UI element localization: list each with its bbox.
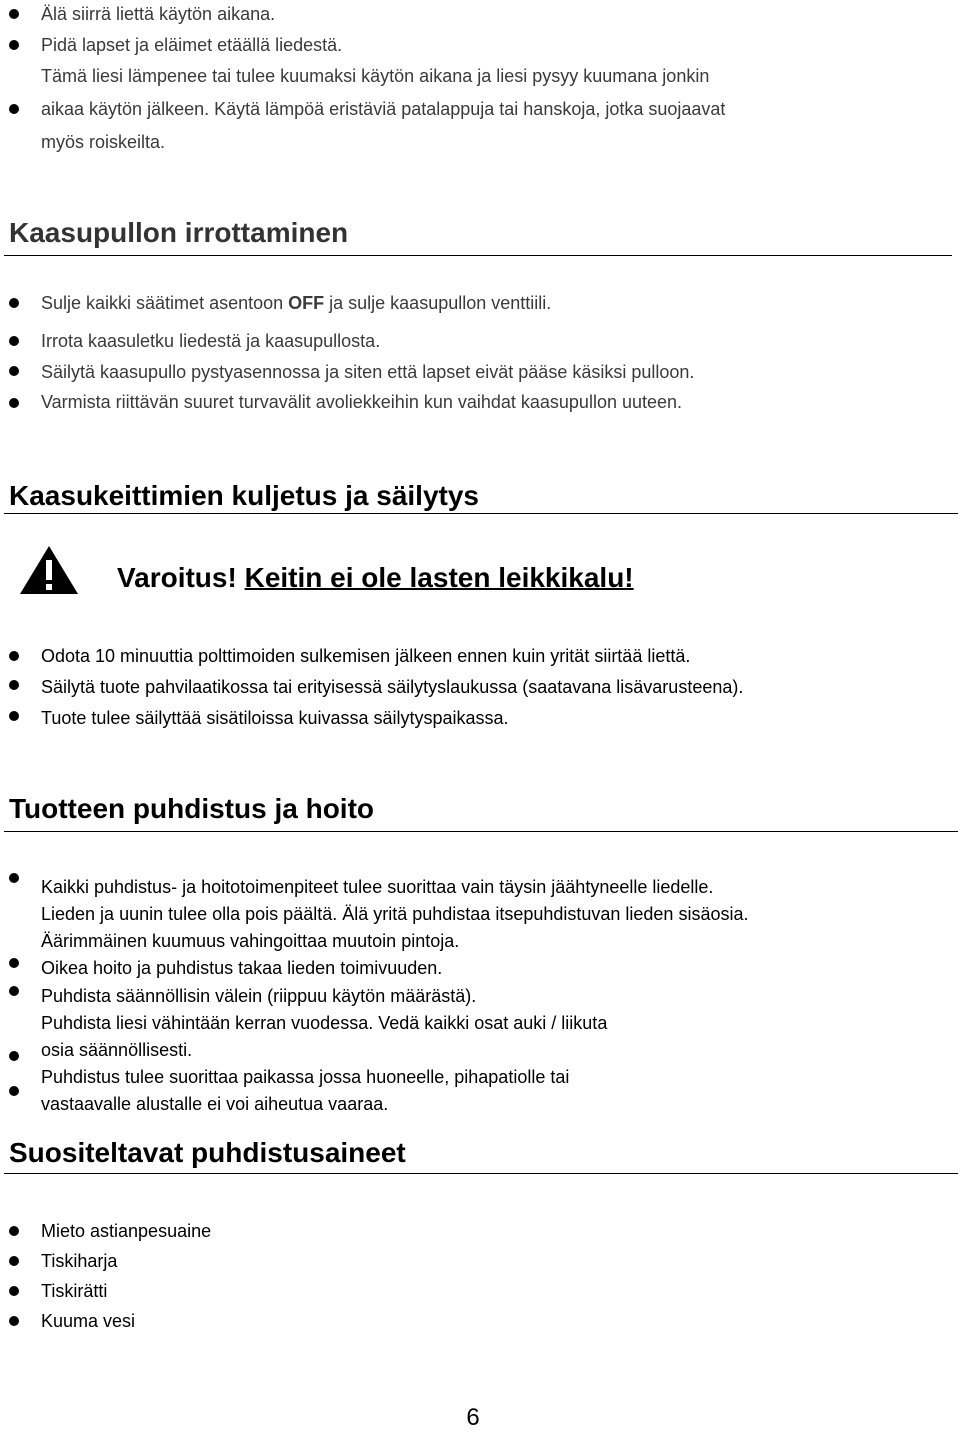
warning-label: Varoitus! bbox=[117, 562, 237, 593]
list-item: myös roiskeilta. bbox=[41, 132, 166, 152]
warning-message bbox=[117, 561, 634, 595]
list-item: Puhdista liesi vähintään kerran vuodessa. Vedä kaikki osat auki / liikuta bbox=[41, 1013, 608, 1033]
bullet-icon bbox=[9, 366, 19, 376]
bullet-icon bbox=[9, 1226, 19, 1236]
list-item: Kaikki puhdistus- ja hoitotoimenpiteet tulee suorittaa vain täysin jäähtyneelle liedelle. bbox=[41, 877, 714, 897]
list-item: Tiskirätti bbox=[41, 1281, 108, 1301]
list-item: Älä siirrä liettä käytön aikana. bbox=[41, 4, 276, 24]
bullet-icon bbox=[9, 9, 19, 19]
bullet-icon bbox=[9, 1286, 19, 1296]
list-item: Tämä liesi lämpenee tai tulee kuumaksi käytön aikana ja liesi pysyy kuumana jonkin bbox=[41, 66, 710, 86]
list-item: Oikea hoito ja puhdistus takaa lieden toimivuuden. bbox=[41, 958, 443, 978]
bullet-icon bbox=[9, 1086, 19, 1096]
bullet-icon bbox=[9, 711, 19, 721]
page-number: 6 bbox=[466, 1404, 480, 1431]
list-item: Odota 10 minuuttia polttimoiden sulkemisen jälkeen ennen kuin yrität siirtää liettä. bbox=[41, 646, 691, 666]
list-item: Varmista riittävän suuret turvavälit avoliekkeihin kun vaihdat kaasupullon uuteen. bbox=[41, 392, 683, 412]
list-item: aikaa käytön jälkeen. Käytä lämpöä eristäviä patalappuja tai hanskoja, jotka suojaavat bbox=[41, 99, 726, 119]
list-item: Pidä lapset ja eläimet etäällä liedestä. bbox=[41, 35, 343, 55]
list-item: Mieto astianpesuaine bbox=[41, 1221, 212, 1241]
list-item: Irrota kaasuletku liedestä ja kaasupullosta. bbox=[41, 331, 381, 351]
warning-text: Keitin ei ole lasten leikkikalu! bbox=[244, 562, 634, 593]
list-item: Tiskiharja bbox=[41, 1251, 118, 1271]
bullet-icon bbox=[9, 986, 19, 996]
bullet-icon bbox=[9, 1256, 19, 1266]
list-item: osia säännöllisesti. bbox=[41, 1040, 193, 1060]
list-item: Puhdistus tulee suorittaa paikassa jossa huoneelle, pihapatiolle tai bbox=[41, 1067, 570, 1087]
list-item-text: Sulje kaikki säätimet asentoon bbox=[41, 293, 289, 313]
section-divider bbox=[4, 255, 952, 256]
list-item: vastaavalle alustalle ei voi aiheutua vaaraa. bbox=[41, 1094, 389, 1114]
bullet-icon bbox=[9, 958, 19, 968]
bullet-icon bbox=[9, 104, 19, 114]
list-item: Lieden ja uunin tulee olla pois päältä. Älä yritä puhdistaa itsepuhdistuvan lieden sisäosia. bbox=[41, 904, 749, 924]
list-item bbox=[41, 292, 551, 314]
bullet-icon bbox=[9, 298, 19, 308]
off-label: OFF bbox=[288, 293, 325, 313]
warning-triangle-icon bbox=[18, 544, 80, 596]
list-item: Puhdista säännöllisin välein (riippuu käytön määrästä). bbox=[41, 986, 477, 1006]
bullet-icon bbox=[9, 398, 19, 408]
list-item: Säilytä kaasupullo pystyasennossa ja siten että lapset eivät pääse käsiksi pulloon. bbox=[41, 362, 695, 382]
bullet-icon bbox=[9, 1051, 19, 1061]
section-heading-transport-storage: Kaasukeittimien kuljetus ja säilytys bbox=[9, 480, 479, 511]
section-divider bbox=[4, 831, 958, 832]
list-item: Säilytä tuote pahvilaatikossa tai erityisessä säilytyslaukussa (saatavana lisävarusteena). bbox=[41, 677, 744, 697]
list-item: Äärimmäinen kuumuus vahingoittaa muutoin pintoja. bbox=[41, 931, 460, 951]
section-heading-cleaning-care: Tuotteen puhdistus ja hoito bbox=[9, 793, 374, 824]
bullet-icon bbox=[9, 680, 19, 690]
list-item-text: ja sulje kaasupullon venttiili. bbox=[324, 293, 552, 313]
section-divider bbox=[4, 513, 958, 514]
list-item: Tuote tulee säilyttää sisätiloissa kuivassa säilytyspaikassa. bbox=[41, 708, 509, 728]
section-divider bbox=[4, 1173, 958, 1174]
bullet-icon bbox=[9, 40, 19, 50]
section-heading-gas-bottle: Kaasupullon irrottaminen bbox=[9, 217, 349, 248]
list-item: Kuuma vesi bbox=[41, 1311, 136, 1331]
section-heading-cleaning-agents: Suositeltavat puhdistusaineet bbox=[9, 1137, 406, 1168]
bullet-icon bbox=[9, 1316, 19, 1326]
bullet-icon bbox=[9, 651, 19, 661]
bullet-icon bbox=[9, 336, 19, 346]
bullet-icon bbox=[9, 873, 19, 883]
